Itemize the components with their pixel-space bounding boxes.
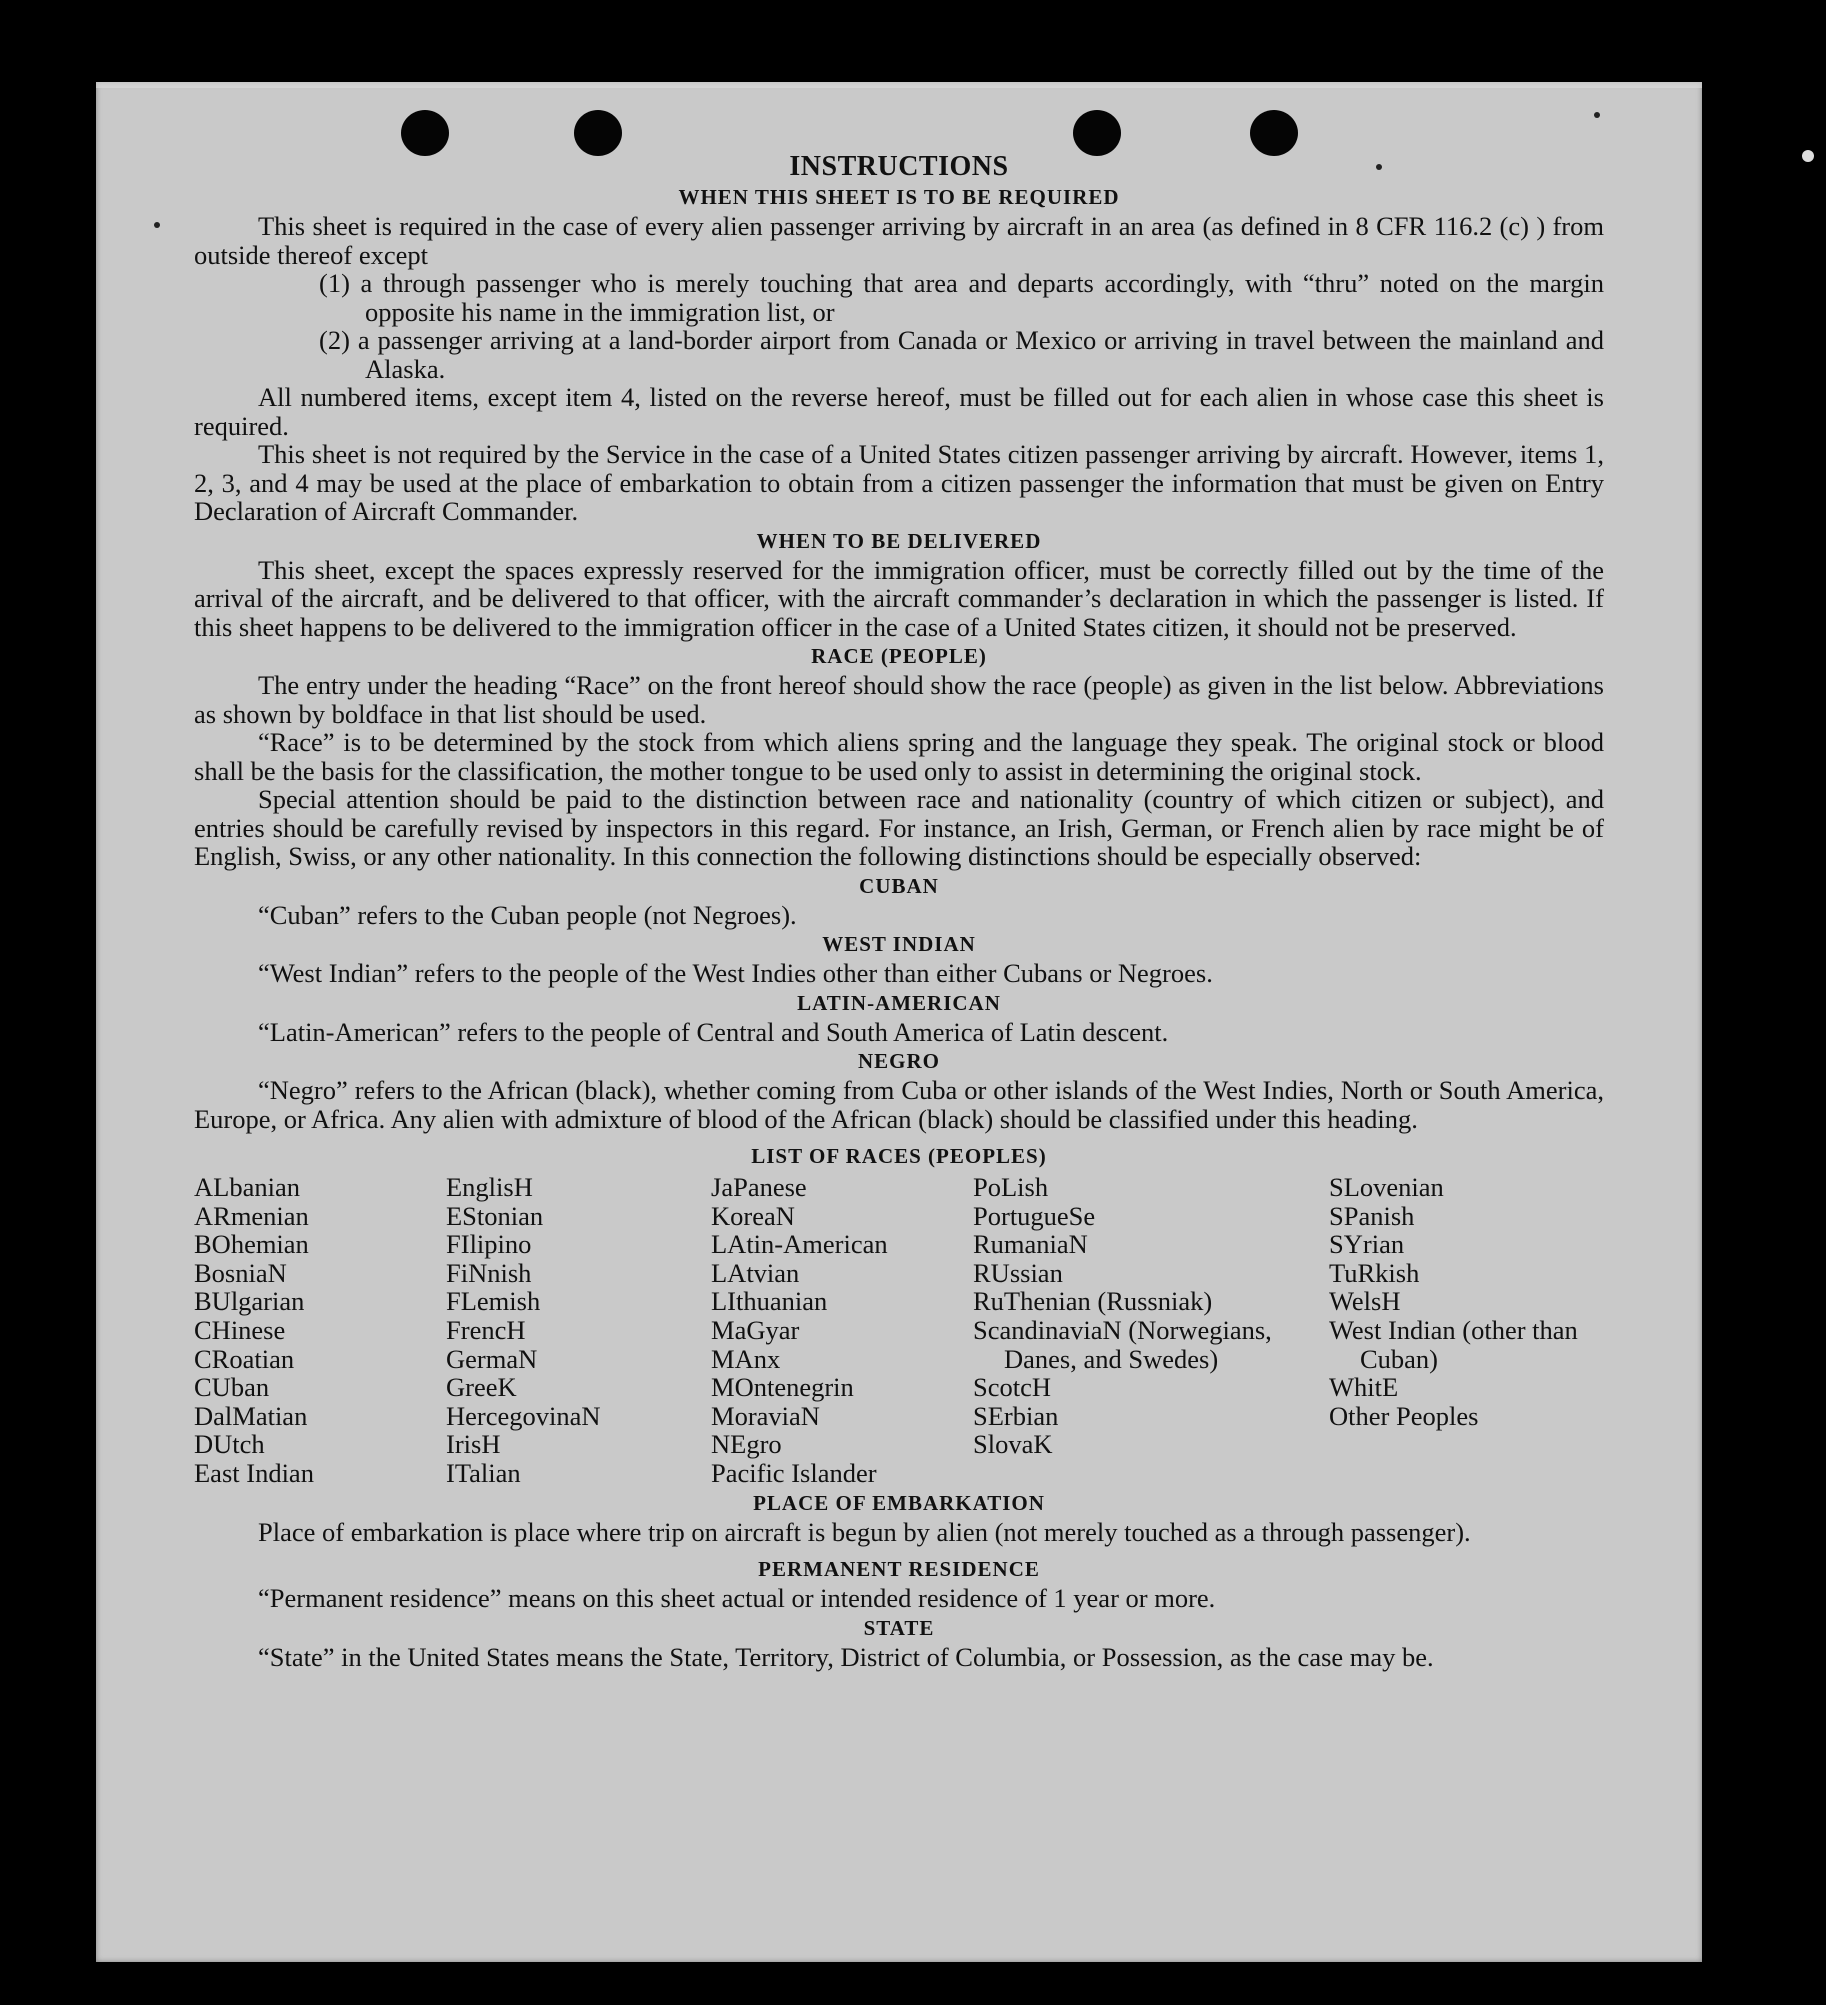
race-item: EnglisH [446, 1172, 533, 1202]
heading-residence: PERMANENT RESIDENCE [758, 1557, 1040, 1582]
race-item: BUlgarian [194, 1286, 305, 1317]
embarkation-text: Place of embarkation is place where trip on aircraft is begun by alien (not merely touched as a through passenger). [258, 1516, 1471, 1547]
race-item: ITalian [446, 1457, 521, 1488]
race-item: FIlipino [446, 1229, 532, 1260]
heading-race: RACE (PEOPLE) [811, 644, 987, 668]
race-item: MAnx [711, 1343, 781, 1374]
negro-text: “Negro” refers to the African (black), whether coming from Cuba or other islands of the West Indies, North or South America, Europe, or Africa. Any alien with admixture of blood of the African (black) should be classified under this heading. [194, 1075, 1604, 1134]
race-item: SPanish [1329, 1200, 1415, 1231]
races-column-3 [711, 1173, 973, 1488]
race-item: IrisH [446, 1429, 501, 1460]
race-item: CHinese [194, 1314, 286, 1345]
race-item: EStonian [446, 1200, 544, 1231]
race-para-2: “Race” is to be determined by the stock from which aliens spring and the language they speak. The original stock or blood shall be the basis for the classification, the mother tongue to be used only to assist in determining the original stock. [194, 727, 1604, 786]
heading-embarkation: PLACE OF EMBARKATION [753, 1490, 1045, 1515]
heading-delivered: WHEN TO BE DELIVERED [756, 528, 1042, 553]
race-item: SLovenian [1329, 1172, 1444, 1202]
residence-text: “Permanent residence” means on this sheet actual or intended residence of 1 year or more. [258, 1583, 1216, 1614]
race-item: PortugueSe [973, 1200, 1096, 1231]
race-item: TuRkish [1329, 1257, 1420, 1288]
punch-hole [1073, 110, 1121, 156]
heading-negro: NEGRO [857, 1049, 940, 1073]
required-intro: This sheet is required in the case of every alien passenger arriving by aircraft in an area (as defined in 8 CFR 116.2 (c) ) from outside thereof except [194, 211, 1604, 270]
document-sheet [96, 82, 1702, 1962]
delivered-para: This sheet, except the spaces expressly reserved for the immigration officer, must be correctly filled out by the time of the arrival of the aircraft, and be delivered to that officer, with the aircraft commander’s declaration in which the passenger is listed. If this sheet happens to be delivered to the immigration officer in the case of a United States citizen, it should not be preserved. [194, 554, 1604, 642]
races-list [194, 1173, 1604, 1488]
instructions-content [194, 152, 1604, 1671]
race-item: GreeK [446, 1372, 517, 1403]
race-item: MoraviaN [711, 1400, 820, 1431]
cuban-text: “Cuban” refers to the Cuban people (not Negroes). [258, 899, 797, 930]
race-item: RUssian [973, 1257, 1063, 1288]
race-item: LAtvian [711, 1257, 800, 1288]
page-title: INSTRUCTIONS [789, 151, 1009, 182]
punch-hole [401, 110, 449, 156]
west-indian-text: “West Indian” refers to the people of the West Indies other than either Cubans or Negroes. [258, 958, 1213, 988]
race-item: ScotcH [973, 1372, 1052, 1403]
race-item: CUban [194, 1372, 270, 1403]
race-item: East Indian [194, 1457, 314, 1488]
latin-american-text: “Latin-American” refers to the people of Central and South America of Latin descent. [258, 1016, 1169, 1047]
required-item-2: (2) a passenger arriving at a land-border airport from Canada or Mexico or arriving in travel between the mainland and Alaska. [319, 325, 1604, 384]
required-para-3: This sheet is not required by the Service in the case of a United States citizen passenger arriving by aircraft. However, items 1, 2, 3, and 4 may be used at the place of embarkation to obtain from a citizen passenger the information that must be given on Entry Declaration of Aircraft Commander. [194, 439, 1604, 526]
race-item: FiNnish [446, 1257, 532, 1288]
race-item: CRoatian [194, 1343, 295, 1374]
race-item: RuThenian (Russniak) [973, 1286, 1213, 1317]
race-item: SErbian [973, 1400, 1059, 1431]
race-item: GermaN [446, 1343, 538, 1374]
race-item: DUtch [194, 1429, 265, 1460]
race-item: Pacific Islander [711, 1457, 877, 1488]
race-item: KoreaN [711, 1200, 795, 1231]
race-para-1: The entry under the heading “Race” on the front hereof should show the race (people) as given in the list below. Abbreviations as shown by boldface in that list should be used. [194, 670, 1604, 729]
required-item-1: (1) a through passenger who is merely touching that area and departs accordingly, with “thru” noted on the margin opposite his name in the immigration list, or [319, 268, 1604, 327]
race-item: WelsH [1329, 1286, 1401, 1317]
race-item: DalMatian [194, 1400, 308, 1431]
race-item: ARmenian [194, 1200, 309, 1231]
race-item: Other Peoples [1329, 1400, 1479, 1431]
heading-cuban: CUBAN [859, 873, 939, 898]
race-item: PoLish [973, 1172, 1049, 1202]
race-item: SYrian [1329, 1229, 1405, 1260]
races-column-5 [1329, 1173, 1619, 1488]
race-item: ScandinaviaN (Norwegians, Danes, and Swedes) [973, 1314, 1272, 1374]
race-item: BOhemian [194, 1229, 309, 1260]
heading-latin-american: LATIN-AMERICAN [797, 990, 1001, 1015]
races-column-1 [194, 1173, 446, 1488]
race-item: West Indian (other than Cuban) [1329, 1314, 1578, 1374]
state-text: “State” in the United States means the State, Territory, District of Columbia, or Possession, as the case may be. [258, 1641, 1434, 1672]
races-column-2 [446, 1173, 711, 1488]
race-para-3: Special attention should be paid to the distinction between race and nationality (country of which citizen or subject), and entries should be carefully revised by inspectors in this regard. For instance, an Irish, German, or French alien by race might be of English, Swiss, or any other nationality. In this connection the following distinctions should be especially observed: [194, 784, 1604, 871]
speck [1802, 150, 1814, 162]
heading-west-indian: WEST INDIAN [822, 932, 976, 956]
race-item: FrencH [446, 1314, 526, 1345]
required-para-2: All numbered items, except item 4, listed on the reverse hereof, must be filled out for each alien in whose case this sheet is required. [194, 382, 1604, 441]
race-item: FLemish [446, 1286, 541, 1317]
race-item: LIthuanian [711, 1286, 828, 1317]
race-item: JaPanese [711, 1172, 807, 1202]
speck [154, 222, 160, 228]
speck [1594, 112, 1600, 118]
race-item: MaGyar [711, 1314, 800, 1345]
race-item: LAtin-American [711, 1229, 888, 1260]
race-item: SlovaK [973, 1429, 1053, 1460]
race-item: MOntenegrin [711, 1372, 854, 1403]
punch-hole [1250, 110, 1298, 156]
heading-state: STATE [863, 1615, 935, 1640]
heading-required: WHEN THIS SHEET IS TO BE REQUIRED [678, 185, 1120, 209]
punch-hole [574, 110, 622, 156]
races-column-4 [973, 1173, 1329, 1488]
race-item: BosniaN [194, 1257, 287, 1288]
race-item: ALbanian [194, 1172, 300, 1202]
race-item: HercegovinaN [446, 1400, 601, 1431]
heading-races-list: LIST OF RACES (PEOPLES) [751, 1144, 1047, 1168]
race-item: RumaniaN [973, 1229, 1088, 1260]
race-item: NEgro [711, 1429, 782, 1460]
race-item: WhitE [1329, 1372, 1399, 1403]
